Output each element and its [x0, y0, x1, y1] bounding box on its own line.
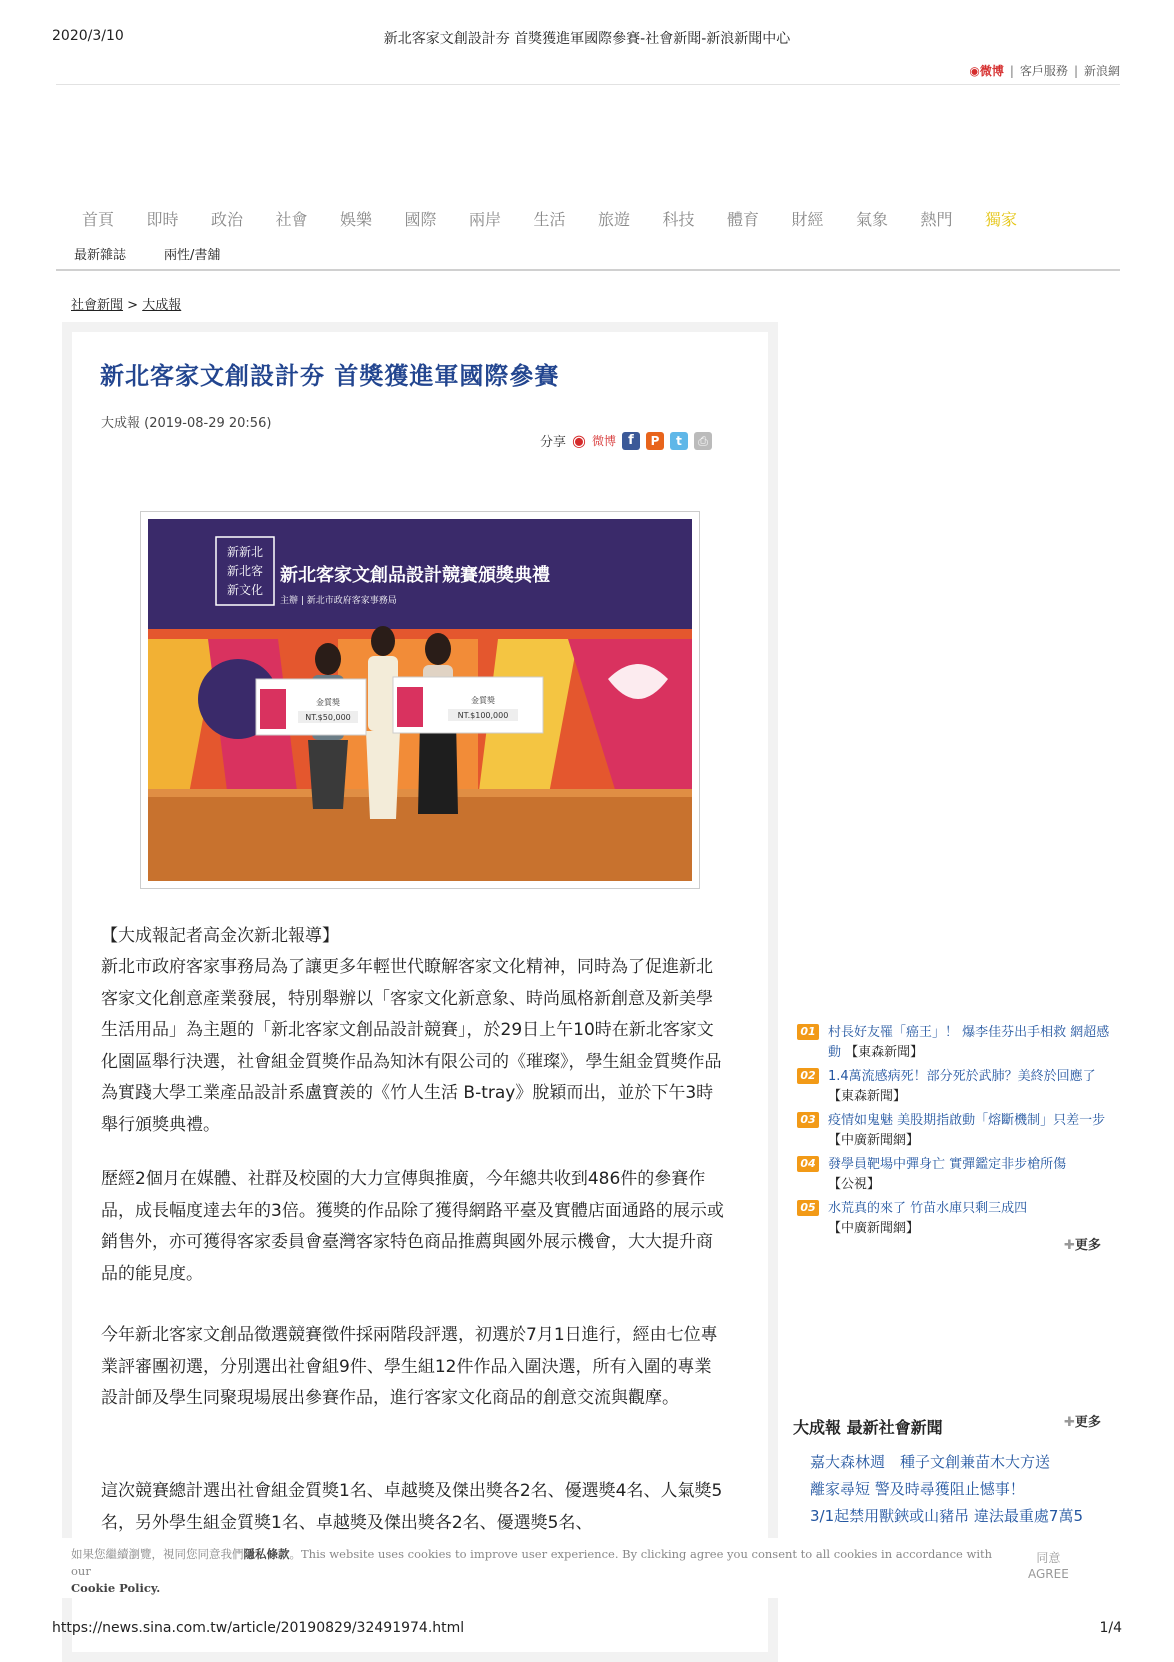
hot-news-item[interactable]: [797, 1023, 1117, 1063]
plurk-icon[interactable]: P: [646, 432, 664, 450]
main-nav: [82, 207, 1050, 230]
breadcrumb-source[interactable]: 大成報: [142, 298, 182, 313]
print-url: https://news.sina.com.tw/article/20190829/32491974.html: [52, 1620, 465, 1636]
hot-news-source: 【公視】: [828, 1177, 881, 1192]
banner-title: 新北客家文創品設計競賽頒獎典禮: [280, 565, 550, 586]
article-paragraph-4: 這次競賽總計選出社會組金質獎1名、卓越獎及傑出獎各2名、優選獎4名、人氣獎5名，另外學生組金質獎1名、卓越獎及傑出獎各2名、優選獎5名、: [101, 1481, 723, 1533]
nav-travel[interactable]: 旅遊: [598, 210, 631, 229]
hot-news-title[interactable]: 1.4萬流感病死！部分死於武肺？美終於回應了: [828, 1069, 1096, 1084]
latest-news-list: [810, 1449, 1120, 1530]
nav-society[interactable]: 社會: [275, 210, 308, 229]
weibo-share-icon[interactable]: ◉: [572, 431, 586, 450]
article-photo: [148, 519, 692, 881]
hot-news-title[interactable]: 發學員靶場中彈身亡 實彈鑑定非步槍所傷: [828, 1157, 1067, 1172]
nav-politics[interactable]: 政治: [211, 210, 244, 229]
check2-amount: NT.$100,000: [457, 711, 509, 720]
article-paragraph-1: 新北市政府客家事務局為了讓更多年輕世代瞭解客家文化精神，同時為了促進新北客家文化創意產業發展，特別舉辦以「客家文化新意象、時尚風格新創意及新美學生活用品」為主題的「新北客家文創品設計競賽」，於29日上午10時在新北客家文化園區舉行決選，社會組金質獎作品為知沐有限公司的《璀璨》，學生組金質獎作品為實踐大學工業產品設計系盧寶羨的《竹人生活 B-tray》脫穎而出，並於下午3時舉行頒獎典禮。: [101, 957, 722, 1135]
privacy-link[interactable]: 隱私條款: [243, 1547, 290, 1561]
check1-award: 金質獎: [316, 698, 340, 707]
rank-badge: 04: [797, 1156, 819, 1172]
header-divider: [56, 84, 1120, 85]
nav-cross-strait[interactable]: 兩岸: [469, 210, 502, 229]
latest-news-item[interactable]: 嘉大森林週 種子文創兼苗木大方送: [810, 1453, 1051, 1471]
check1-amount: NT.$50,000: [305, 713, 351, 722]
nav-sports[interactable]: 體育: [727, 210, 760, 229]
banner-logo-line-1: 新新北: [226, 545, 264, 559]
hot-news-item[interactable]: [797, 1155, 1117, 1195]
cookie-banner: [0, 1538, 1174, 1598]
article-paragraph-3: 今年新北客家文創品徵選競賽徵件採兩階段評選，初選於7月1日進行，經由七位專業評審團初選，分別選出社會組9件、學生組12件作品入圍決選，所有入圍的專業設計師及學生同聚現場展出參賽作品，進行客家文化商品的創意交流與觀摩。: [101, 1325, 718, 1408]
rank-badge: 02: [797, 1068, 819, 1084]
print-page-number: 1/4: [1099, 1620, 1122, 1636]
cookie-text: 如果您繼續瀏覽，視同您同意我們隱私條款。This website uses cookies to improve user experience. By clicking agree you consent to all cookies in accordance with our Cookie Policy.: [71, 1547, 993, 1595]
facebook-icon[interactable]: f: [622, 432, 640, 450]
plus-icon: ✚: [1064, 1415, 1075, 1430]
subnav-magazine[interactable]: 最新雜誌: [74, 248, 127, 263]
rank-badge: 01: [797, 1024, 819, 1040]
customer-service-link[interactable]: 客戶服務: [1019, 64, 1068, 78]
nav-popular[interactable]: 熱門: [920, 210, 953, 229]
hot-news-title[interactable]: 疫情如鬼魅 美股期指啟動「熔斷機制」只差一步: [828, 1113, 1106, 1128]
cookie-policy-link[interactable]: Cookie Policy.: [71, 1581, 161, 1595]
hot-news-list: [797, 1023, 1117, 1243]
top-links: ◉微博 | 客戶服務 | 新浪網: [969, 64, 1120, 78]
hot-news-source: 【東森新聞】: [828, 1089, 907, 1104]
latest-news-item[interactable]: 離家尋短 警及時尋獲阻止憾事！: [810, 1480, 1025, 1498]
twitter-icon[interactable]: t: [670, 432, 688, 450]
nav-weather[interactable]: 氣象: [856, 210, 889, 229]
print-icon[interactable]: ⎙: [694, 432, 712, 450]
banner-logo-line-3: 新文化: [226, 583, 264, 597]
hot-news-item[interactable]: [797, 1067, 1117, 1107]
nav-exclusive[interactable]: 獨家: [985, 210, 1018, 229]
article-lead: 【大成報記者高金次新北報導】: [101, 926, 339, 946]
nav-realtime[interactable]: 即時: [146, 210, 179, 229]
weibo-icon: ◉: [969, 64, 980, 78]
article-title: 新北客家文創設計夯 首獎獲進軍國際參賽: [100, 361, 560, 390]
check2-award: 金質獎: [471, 696, 495, 705]
hot-news-item[interactable]: [797, 1199, 1117, 1239]
print-date: 2020/3/10: [52, 28, 124, 44]
article-byline: 大成報 (2019-08-29 20:56): [101, 416, 272, 431]
nav-divider: [56, 269, 1120, 271]
banner-subtitle: 主辦 | 新北市政府客家事務局: [280, 596, 397, 606]
hot-news-more-link[interactable]: ✚更多: [1064, 1238, 1101, 1253]
article-paragraph-2: 歷經2個月在媒體、社群及校園的大力宣傳與推廣，今年總共收到486件的參賽作品，成長幅度達去年的3倍。獲獎的作品除了獲得網路平臺及實體店面通路的展示或銷售外，亦可獲得客家委員會臺灣客家特色商品推薦與國外展示機會，大大提升商品的能見度。: [101, 1169, 724, 1284]
nav-entertainment[interactable]: 娛樂: [340, 210, 373, 229]
rank-badge: 03: [797, 1112, 819, 1128]
print-title: 新北客家文創設計夯 首獎獲進軍國際參賽-社會新聞-新浪新聞中心: [383, 31, 791, 47]
share-bar: [540, 431, 712, 450]
latest-news-item[interactable]: 3/1起禁用獸鋏或山豬吊 違法最重處7萬5: [810, 1507, 1083, 1525]
nav-life[interactable]: 生活: [533, 210, 566, 229]
rank-badge: 05: [797, 1200, 819, 1216]
hot-news-source: 【中廣新聞網】: [828, 1221, 920, 1236]
nav-tech[interactable]: 科技: [662, 210, 695, 229]
breadcrumb: 社會新聞 > 大成報: [71, 298, 182, 313]
plus-icon: ✚: [1064, 1238, 1075, 1253]
agree-button[interactable]: 同意 AGREE: [1028, 1551, 1069, 1581]
nav-home[interactable]: 首頁: [82, 210, 115, 229]
share-label: 分享: [540, 435, 567, 450]
hot-news-title[interactable]: 村長好友罹「癌王」！ 爆李佳芬出手相救 網超感動: [828, 1025, 1110, 1060]
nav-finance[interactable]: 財經: [791, 210, 824, 229]
hot-news-item[interactable]: [797, 1111, 1117, 1151]
hot-news-source: 【東森新聞】: [845, 1045, 924, 1060]
weibo-link[interactable]: 微博: [979, 64, 1004, 78]
latest-news-more-link[interactable]: ✚更多: [1064, 1415, 1101, 1430]
article-photo-frame: [140, 511, 700, 889]
weibo-share-label[interactable]: 微博: [591, 434, 616, 448]
sub-nav: [74, 244, 258, 263]
latest-news-heading: 大成報 最新社會新聞: [793, 1418, 943, 1437]
banner-logo-line-2: 新北客: [226, 564, 264, 578]
breadcrumb-section[interactable]: 社會新聞: [71, 298, 124, 313]
nav-international[interactable]: 國際: [404, 210, 437, 229]
hot-news-title[interactable]: 水荒真的來了 竹苗水庫只剩三成四: [828, 1201, 1028, 1216]
sina-link[interactable]: 新浪網: [1083, 64, 1120, 78]
subnav-gender-books[interactable]: 兩性/書舖: [164, 248, 221, 263]
hot-news-source: 【中廣新聞網】: [828, 1133, 920, 1148]
